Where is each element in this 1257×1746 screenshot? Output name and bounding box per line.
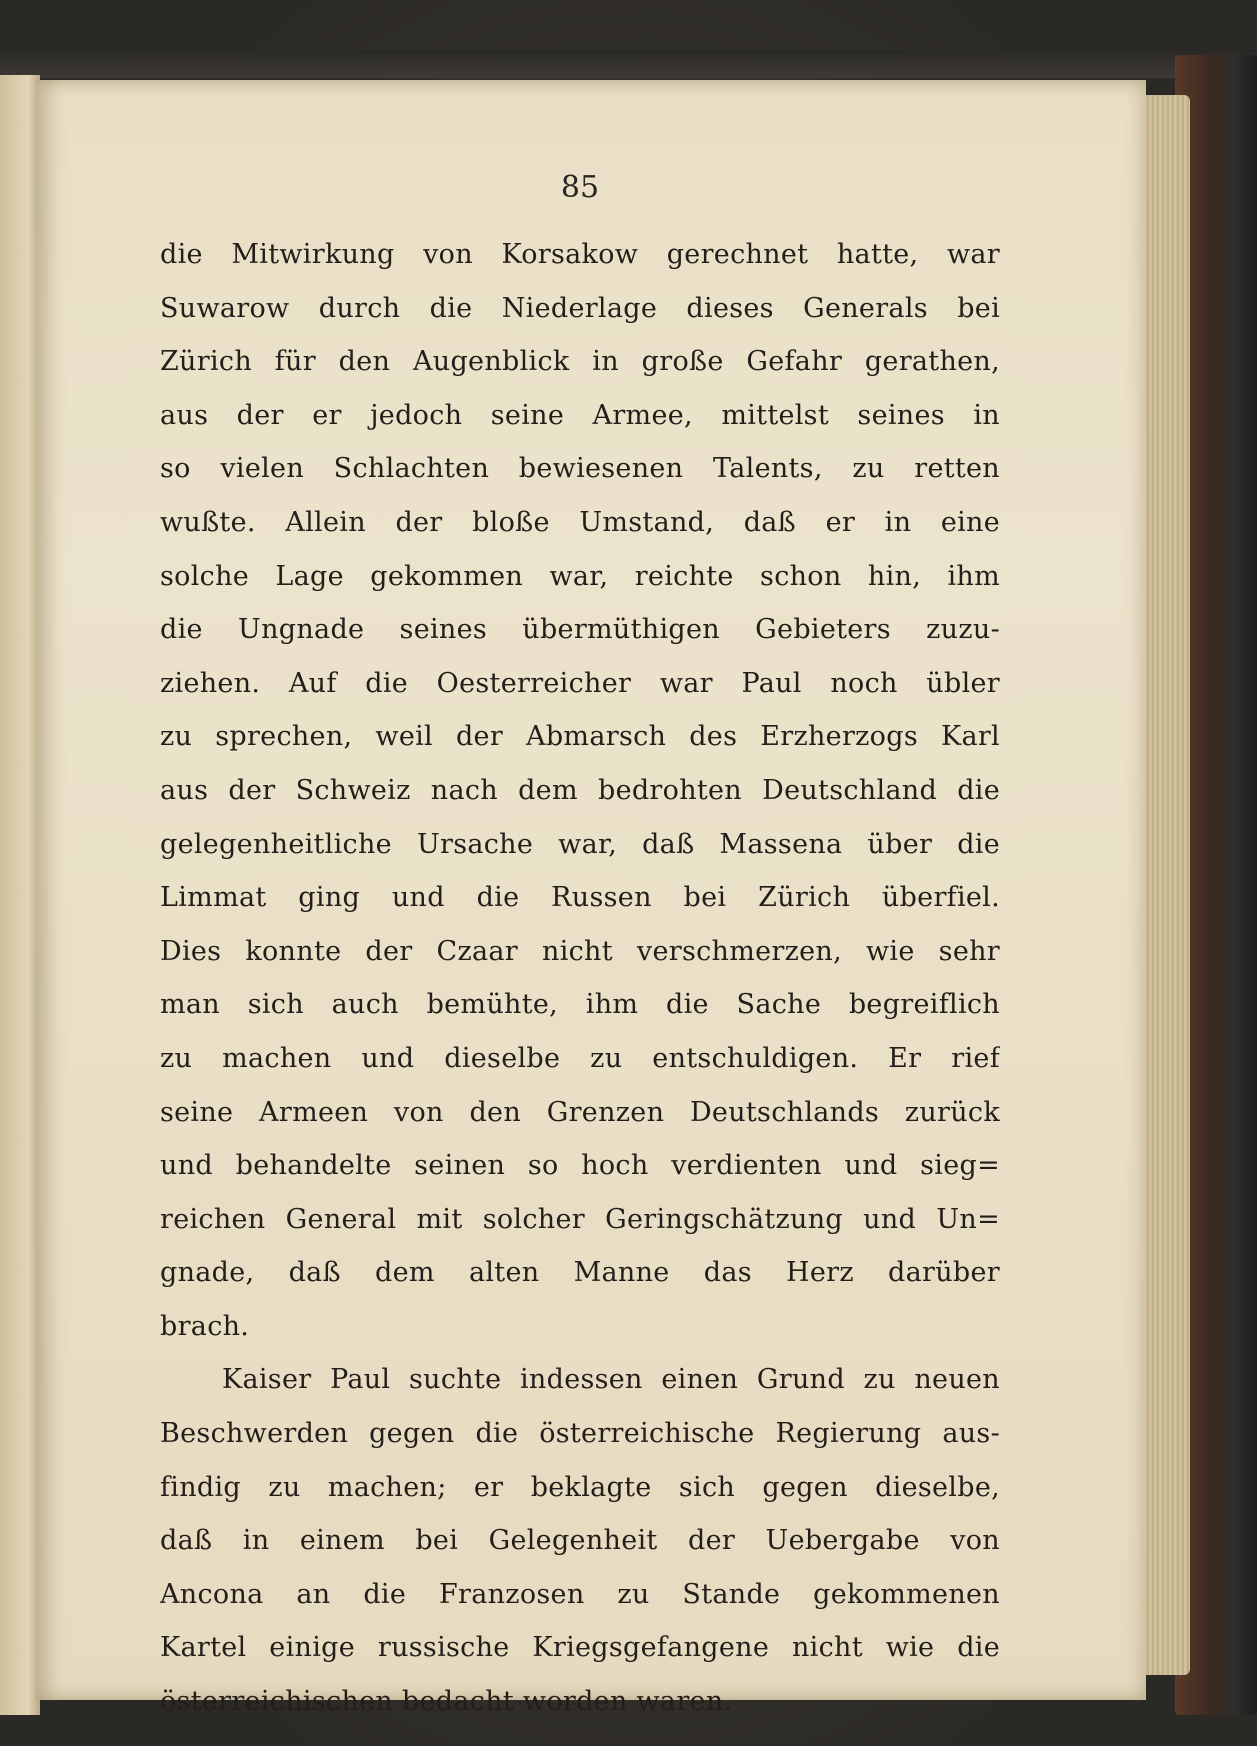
page-edges (1140, 95, 1190, 1675)
text-line: wußte. Allein der bloße Umstand, daß er in eine (160, 506, 1000, 538)
text-line: Kartel einige russische Kriegsgefangene nicht wie die (160, 1632, 1000, 1664)
text-line: solche Lage gekommen war, reichte schon hin, ihm (160, 560, 1000, 592)
page-number: 85 (560, 170, 600, 205)
text-line: zu sprechen, weil der Abmarsch des Erzherzogs Karl (160, 721, 1000, 753)
text-line: Zürich für den Augenblick in große Gefahr gerathen, (160, 346, 1000, 378)
text-line: findig zu machen; er beklagte sich gegen dieselbe, (160, 1471, 1000, 1503)
text-line: und behandelte seinen so hoch verdienten und sieg= (160, 1150, 1000, 1182)
text-line: Kaiser Paul suchte indessen einen Grund zu neuen (222, 1364, 1000, 1396)
text-line: aus der Schweiz nach dem bedrohten Deutschland die (160, 774, 1000, 806)
text-line: Ancona an die Franzosen zu Stande gekommenen (160, 1578, 1000, 1610)
text-line: Beschwerden gegen die österreichische Regierung aus- (160, 1418, 1000, 1450)
body-text (160, 228, 1000, 1729)
text-line: Dies konnte der Czaar nicht verschmerzen, wie sehr (160, 935, 1000, 967)
text-line: reichen General mit solcher Geringschätzung und Un= (160, 1203, 1000, 1235)
text-line: die Ungnade seines übermüthigen Gebieters zuzu- (160, 614, 1000, 646)
text-line: aus der er jedoch seine Armee, mittelst seines in (160, 399, 1000, 431)
text-line: so vielen Schlachten bewiesenen Talents, zu retten (160, 453, 1000, 485)
text-line: gelegenheitliche Ursache war, daß Massena über die (160, 828, 1000, 860)
text-line: brach. (160, 1310, 250, 1342)
text-line: Suwarow durch die Niederlage dieses Generals bei (160, 292, 1000, 324)
text-line: gnade, daß dem alten Manne das Herz darüber (160, 1257, 1000, 1289)
text-line: ziehen. Auf die Oesterreicher war Paul noch übler (160, 667, 1000, 699)
book-cover-top (0, 50, 1257, 78)
text-line: die Mitwirkung von Korsakow gerechnet hatte, war (160, 239, 1000, 270)
text-line: daß in einem bei Gelegenheit der Uebergabe von (160, 1525, 1000, 1557)
facing-page-edge (0, 75, 40, 1715)
text-line: seine Armeen von den Grenzen Deutschlands zurück (160, 1096, 1000, 1128)
text-line: österreichischen bedacht worden waren. (160, 1686, 733, 1718)
text-line: zu machen und dieselbe zu entschuldigen. Er rief (160, 1042, 1000, 1074)
text-line: Limmat ging und die Russen bei Zürich überfiel. (160, 882, 1000, 914)
text-line: man sich auch bemühte, ihm die Sache begreiflich (160, 989, 1000, 1021)
